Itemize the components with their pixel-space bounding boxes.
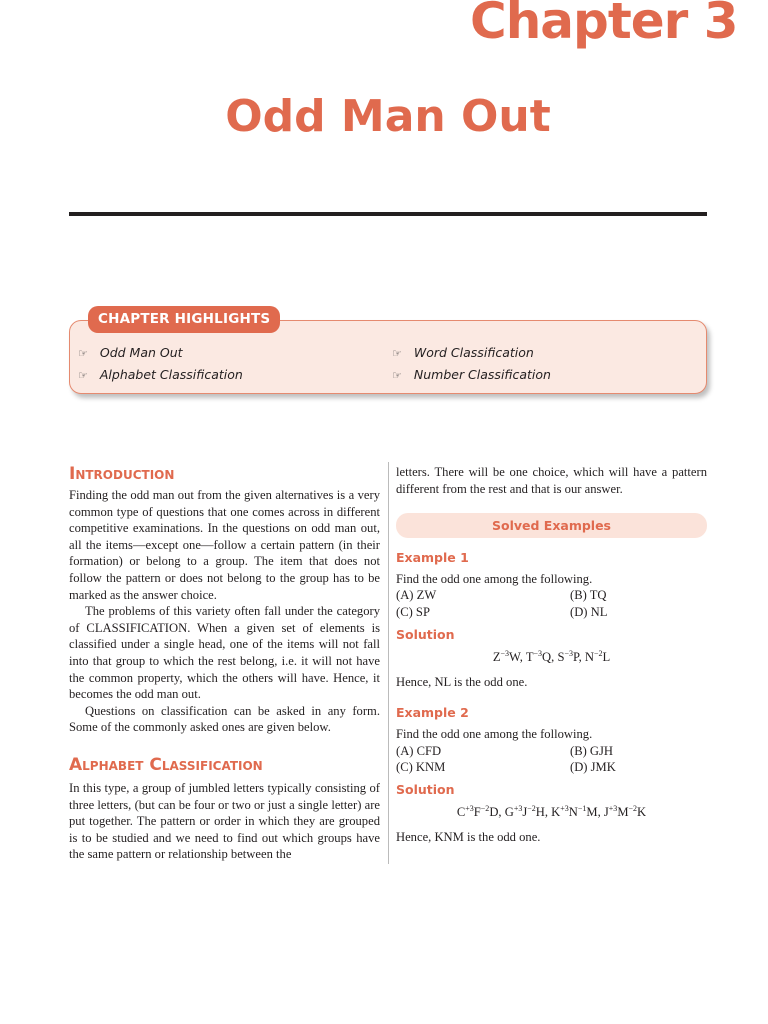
- option: (A) ZW: [396, 588, 437, 603]
- option: (B) GJH: [570, 743, 614, 758]
- pointing-hand-icon: ☞: [78, 369, 88, 382]
- introduction-paragraph: Finding the odd man out from the given alternatives is a very common type of questions that one comes across in different competitive examinations. In the questions on odd man out, all the items—except one—follow a certain pattern (in their formation) or belong to a group. The item that does not follow the pattern or does not belong to the group has to be marked as the answer choice.: [69, 488, 380, 602]
- pointing-hand-icon: ☞: [78, 347, 88, 360]
- example-heading: Example 2: [396, 705, 469, 721]
- highlight-item: ☞ Alphabet Classification: [78, 367, 243, 382]
- pointing-hand-icon: ☞: [392, 369, 402, 382]
- right-column: [396, 464, 707, 846]
- introduction-heading: Introduction: [69, 464, 175, 484]
- example-options: [396, 587, 707, 620]
- highlight-item: ☞ Number Classification: [392, 367, 551, 382]
- highlight-item: ☞ Odd Man Out: [78, 345, 183, 360]
- solution-expression: $C^{+3}F^{-2}D$, $G^{+3}J^{-2}H$, $K^{+3}N^{-1}M$, $J^{+3}M^{-2}K$: [456, 804, 647, 820]
- title-rule: [69, 212, 707, 216]
- option: (B) TQ: [570, 588, 607, 603]
- option: (D) NL: [570, 604, 608, 619]
- column-divider: [388, 462, 389, 864]
- option: (A) CFD: [396, 743, 442, 758]
- chapter-label: Chapter 3: [470, 0, 738, 50]
- option: (C) KNM: [396, 760, 446, 775]
- alphabet-classification-paragraph-continued: letters. There will be one choice, which will have a pattern different from the rest and that is our answer.: [396, 465, 707, 496]
- left-column: [69, 464, 380, 863]
- solution-heading: Solution: [396, 626, 455, 642]
- solution-expression: $Z^{-3}W$, $T^{-3}Q$, $S^{-3}P$, $N^{-2}L$: [492, 649, 611, 665]
- pointing-hand-icon: ☞: [392, 347, 402, 360]
- example-options: [396, 743, 707, 776]
- option: (D) JMK: [570, 760, 616, 775]
- alphabet-classification-paragraph: In this type, a group of jumbled letters typically consisting of three letters, (but can be four or two or just a single letter) are put together. The pattern or order in which they are grouped is to be studied and we need to find out which groups have the same pattern or relationship between the: [69, 780, 380, 862]
- chapter-highlights-tab: CHAPTER HIGHLIGHTS: [88, 306, 280, 333]
- option: (C) SP: [396, 604, 430, 619]
- solution-heading: Solution: [396, 781, 455, 797]
- introduction-paragraph: The problems of this variety often fall under the category of CLASSIFICATION. When a given set of elements is classified under a single head, one of the items will not fall into that group to which the rest belong, i.e. it will not have the common property, which the others will have. Hence, it becomes the odd man out.: [69, 604, 380, 702]
- chapter-title: Odd Man Out: [225, 91, 551, 142]
- solution-conclusion: Hence, KNM is the odd one.: [396, 829, 541, 844]
- example-question: Find the odd one among the following.: [396, 571, 593, 586]
- highlight-item: ☞ Word Classification: [392, 345, 534, 360]
- introduction-paragraph: Questions on classification can be asked in any form. Some of the commonly asked ones are given below.: [69, 703, 380, 735]
- example-question: Find the odd one among the following.: [396, 726, 593, 741]
- alphabet-classification-heading: Alphabet Classification: [69, 754, 263, 775]
- solution-conclusion: Hence, NL is the odd one.: [396, 674, 528, 689]
- solved-examples-bar: Solved Examples: [396, 513, 707, 538]
- example-heading: Example 1: [396, 550, 469, 566]
